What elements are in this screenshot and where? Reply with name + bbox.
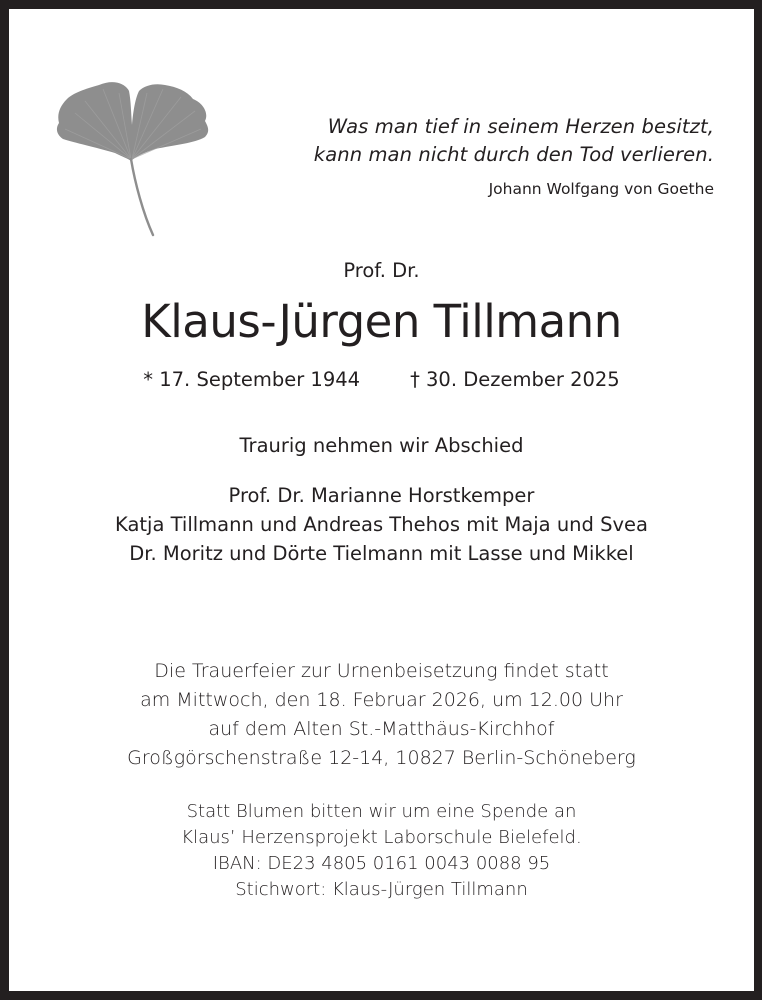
death-date: † 30. Dezember 2025 [410, 368, 620, 391]
ginkgo-leaf-icon [55, 73, 211, 237]
mourner: Prof. Dr. Marianne Horstkemper [228, 484, 535, 507]
deceased-name: Klaus-Jürgen Tillmann [141, 295, 622, 348]
mourner: Katja Tillmann und Andreas Thehos mit Maja und Svea [115, 513, 648, 536]
ceremony-line: am Mittwoch, den 18. Februar 2026, um 12.00 Uhr [140, 689, 623, 711]
donation-info [9, 799, 754, 903]
ceremony-info [9, 657, 754, 773]
mourner: Dr. Moritz und Dörte Tielmann mit Lasse und Mikkel [129, 542, 634, 565]
donation-keyword: Stichwort: Klaus-Jürgen Tillmann [235, 879, 528, 900]
ceremony-line: auf dem Alten St.-Matthäus-Kirchhof [208, 718, 555, 740]
quote-line: Was man tief in seinem Herzen besitzt, [327, 115, 714, 138]
quote [314, 113, 714, 169]
life-dates [9, 367, 754, 393]
birth-date: * 17. September 1944 [143, 368, 361, 391]
ceremony-line: Die Trauerfeier zur Urnenbeisetzung findet statt [154, 660, 609, 682]
ceremony-line: Großgörschenstraße 12-14, 10827 Berlin-Schöneberg [127, 747, 636, 769]
academic-title: Prof. Dr. [343, 259, 420, 282]
mourners-list [9, 481, 754, 568]
quote-line: kann man nicht durch den Tod verlieren. [313, 143, 714, 166]
donation-line: Klaus’ Herzensprojekt Laborschule Bielefeld. [181, 827, 582, 848]
obituary-notice [9, 9, 754, 991]
farewell-text: Traurig nehmen wir Abschied [239, 434, 524, 457]
iban: IBAN: DE23 4805 0161 0043 0088 95 [212, 853, 551, 874]
quote-author: Johann Wolfgang von Goethe [488, 180, 714, 198]
donation-line: Statt Blumen bitten wir um eine Spende an [186, 801, 577, 822]
